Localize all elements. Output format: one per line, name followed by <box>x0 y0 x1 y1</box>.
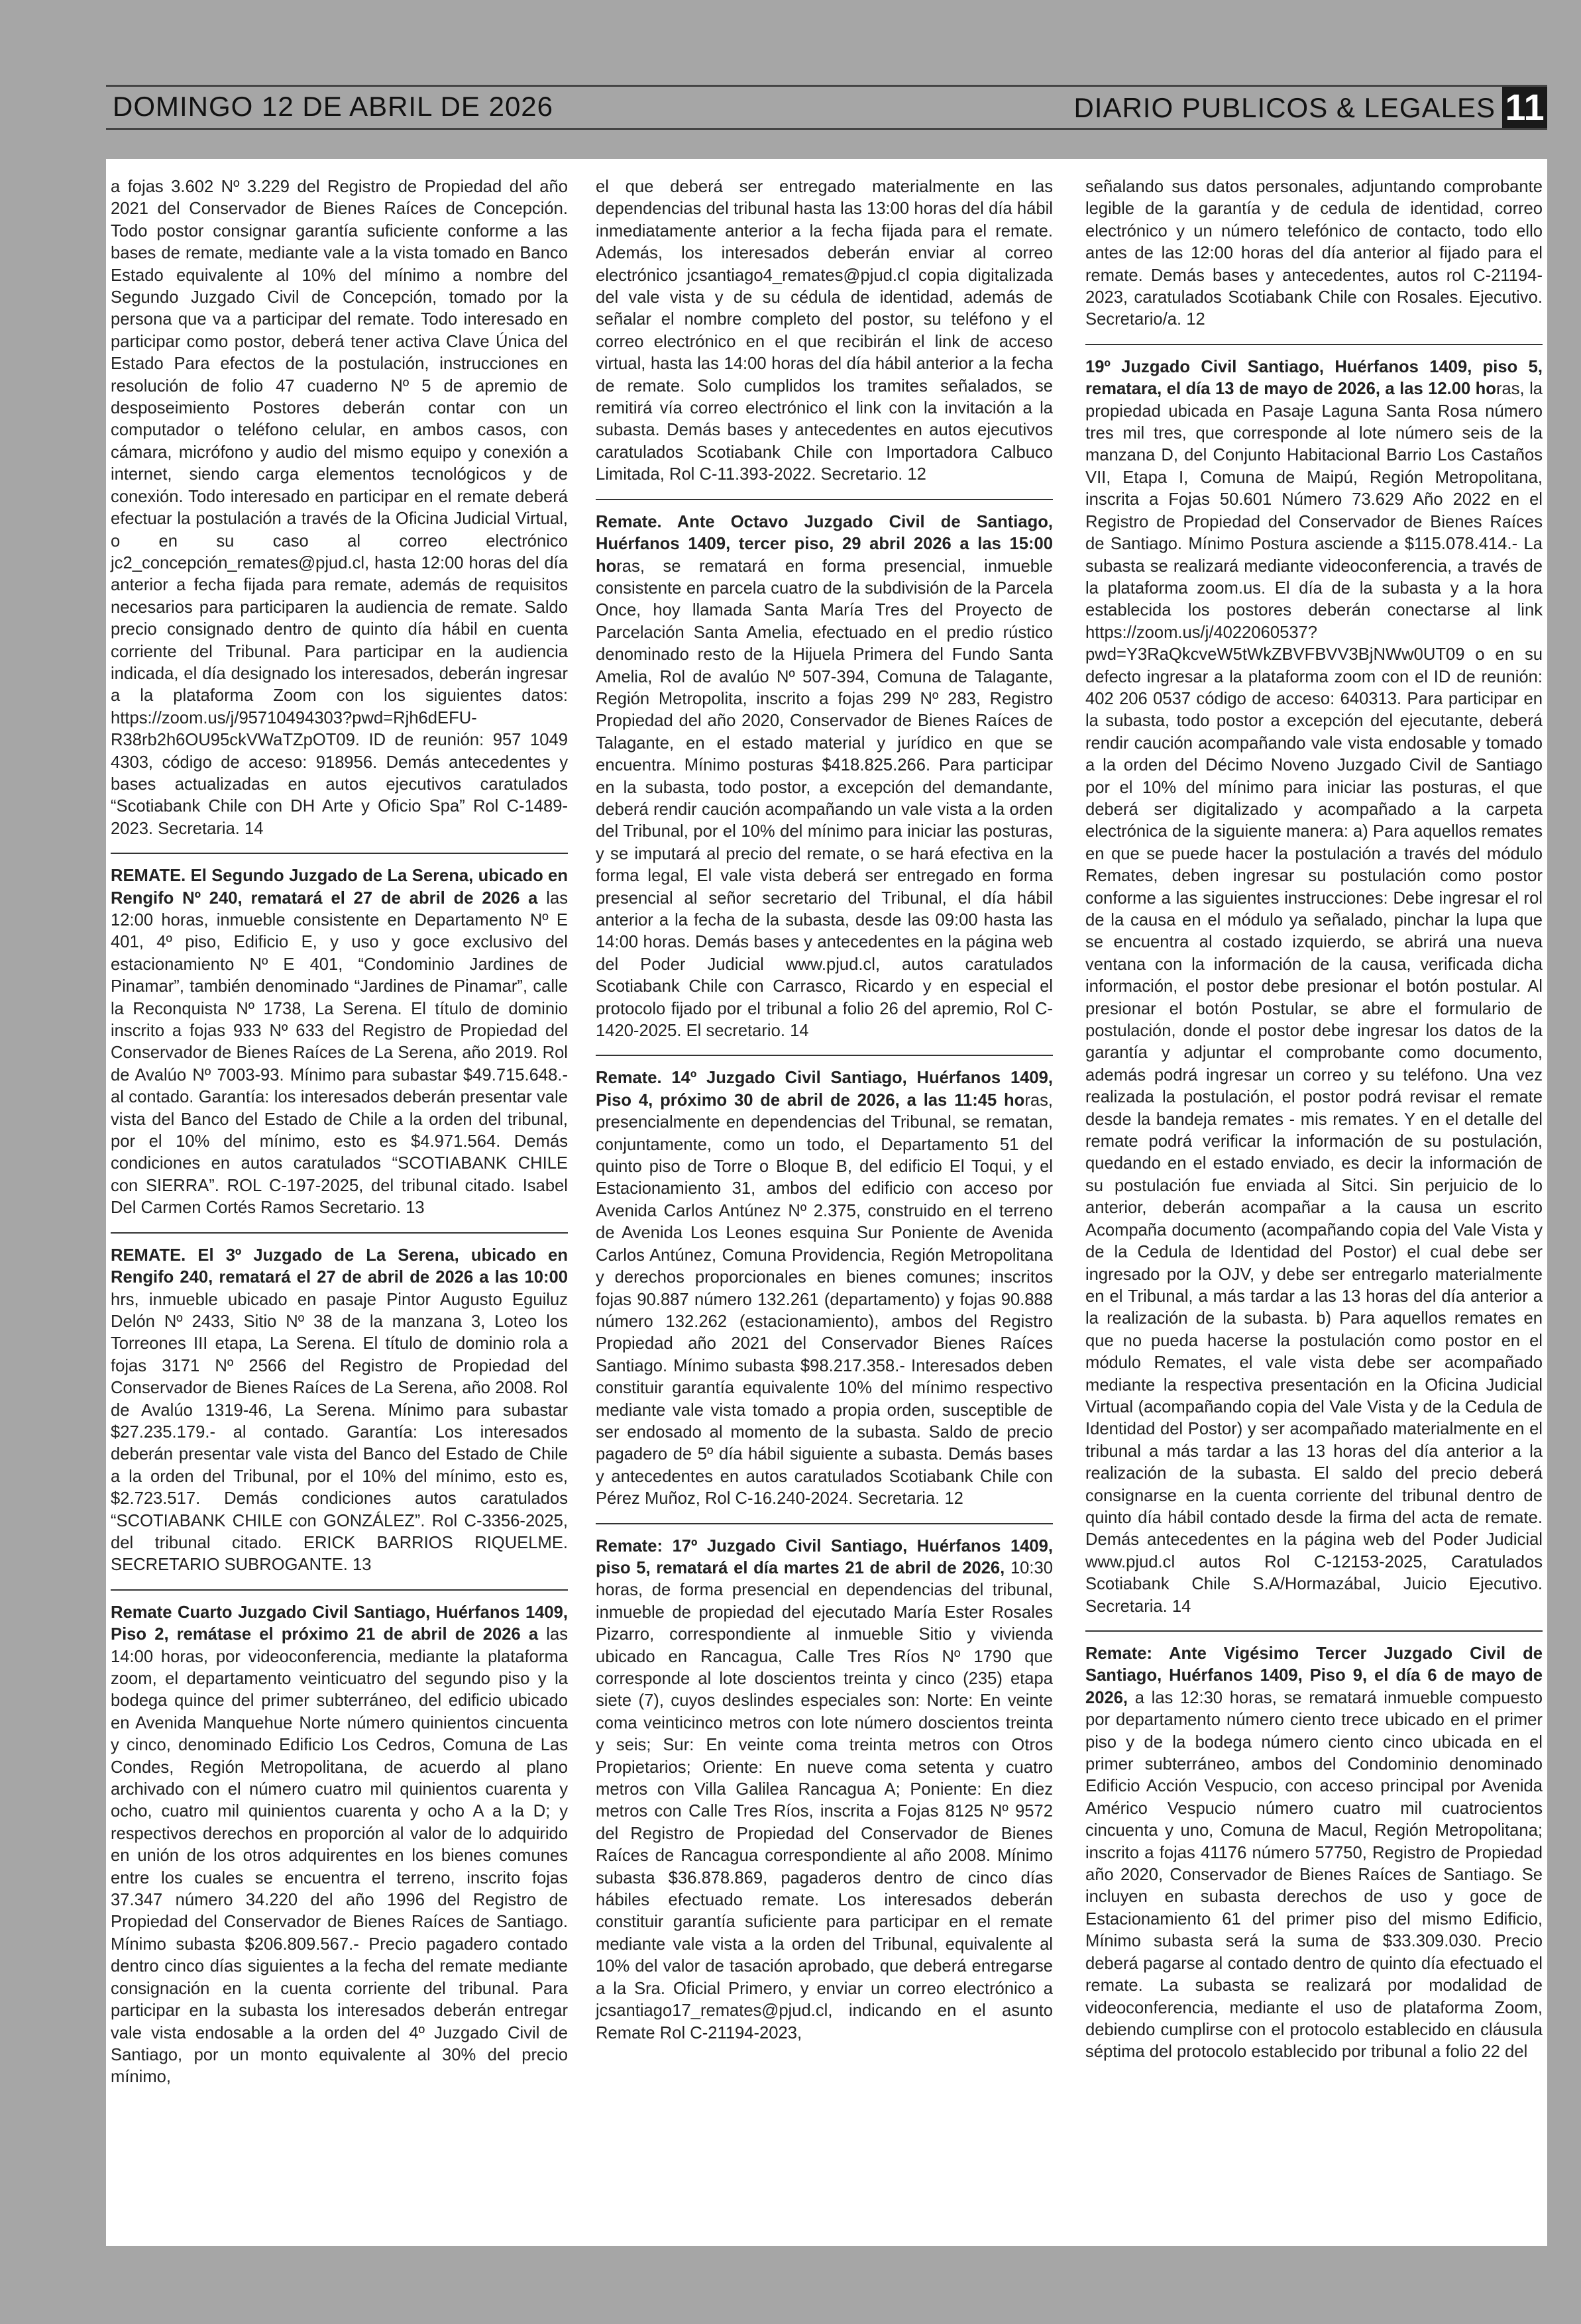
notice-heading: Remate Cuarto Juzgado Civil Santiago, Huérfanos 1409, Piso 2, remátase el próximo 21 de abril de 2026 a <box>111 1603 568 1644</box>
notice-heading: REMATE. El 3º Juzgado de La Serena, ubicado en Rengifo 240, rematará el 27 de abril de 2026 a las 10:00 <box>111 1245 568 1287</box>
notice <box>111 1245 568 1577</box>
notice-body: ras, presencialmente en dependencias del Tribunal, se rematan, conjuntamente, como un todo, el Departamento 51 del quinto piso de Torre o Bloque B, del edificio El Toqui, y el Estacionamiento 31, ambos del edificio con acceso por Avenida Carlos Antúnez Nº 2.375, construido en el terreno de Avenida Los Leones esquina Sur Poniente de Avenida Carlos Antúnez, Comuna Providencia, Región Metropolitana y derechos proporcionales en bienes comunes; inscritos fojas 90.887 número 132.261 (departamento) y fojas 90.888 número 132.262 (estacionamiento), ambos del Registro Propiedad año 2021 del Conservador Bienes Raíces Santiago. Mínimo subasta $98.217.358.- Interesados deben constituir garantía equivalente 10% del mínimo respectivo mediante vale vista tomado a propia orden, susceptible de ser endosado al momento de la subasta. Saldo de precio pagadero de 5º día hábil siguiente a subasta. Demás bases y antecedentes en autos caratulados Scotiabank Chile con Pérez Muñoz, Rol C-16.240-2024. Secretaria. 12 <box>596 1090 1053 1508</box>
notice <box>596 511 1053 1043</box>
notice-divider <box>111 1232 568 1234</box>
page-header <box>106 85 1547 130</box>
notice-divider <box>1085 344 1543 345</box>
notice-divider <box>596 1523 1053 1524</box>
notice <box>1085 356 1543 1618</box>
notice-heading: Remate: 17º Juzgado Civil Santiago, Huérfanos 1409, piso 5, rematará el día martes 21 de abril de 2026, <box>596 1536 1053 1577</box>
notice <box>596 1536 1053 2044</box>
notice-divider <box>111 853 568 854</box>
notice-heading: Remate. 14º Juzgado Civil Santiago, Huérfanos 1409, Piso 4, próximo 30 de abril de 2026, a las 11:45 ho <box>596 1069 1053 1110</box>
notice-body: 10:30 horas, de forma presencial en dependencias del tribunal, inmueble de propiedad del ejecutado María Ester Rosales Pizarro, correspondiente al inmueble Sitio y vivienda ubicado en Rancagua, Calle Tres Ríos Nº 1790 que corresponde al lote doscientos treinta y cinco (235) etapa siete (7), cuyos deslindes especiales son: Norte: En veinte coma veinticinco metros con lote número doscientos treinta y seis; Sur: En veinte coma treinta metros con Otros Propietarios; Oriente: En nueve coma setenta y cuatro metros con Villa Galilea Rancagua A; Poniente: En diez metros con Calle Tres Ríos, inscrita a Fojas 8125 Nº 9572 del Registro de Propiedad del Conservador de Bienes Raíces de Rancagua correspondiente al año 2008. Mínimo subasta $36.878.869, pagaderos dentro de cinco días hábiles efectuado remate. Los interesados deberán constituir garantía suficiente para participar en el remate mediante vale vista a la orden del Tribunal, equivalente al 10% del valor de tasación aprobado, que deberá entregarse a la Sra. Oficial Primero, y enviar un correo electrónico a jcsantiago17_remates@pjud.cl, indicando en el asunto Remate Rol C-21194-2023, <box>596 1558 1053 2042</box>
notice-continued: el que deberá ser entregado materialmente en las dependencias del tribunal hasta las 13:00 horas del día hábil inmediatamente anterior a la fecha fijada para el remate. Además, los interesados deberán enviar al correo electrónico jcsantiago4_remates@pjud.cl copia digitalizada del vale vista y de su cédula de identidad, además de señalar el nombre completo del postor, su teléfono y el correo electrónico en el que recibirán el link de acceso virtual, hasta las 14:00 horas del día hábil anterior a la fecha de remate. Solo cumplidos los tramites señalados, se remitirá vía correo electrónico el link con la invitación a la subasta. Demás bases y antecedentes en autos ejecutivos caratulados Scotiabank Chile con Importadora Calbuco Limitada, Rol C-11.393-2022. Secretario. 12 <box>596 178 1053 484</box>
notice-continued: señalando sus datos personales, adjuntando comprobante legible de la garantía y de cedula de identidad, correo electrónico y un número telefónico de contacto, todo ello antes de las 12:00 horas del día anterior al fijado para el remate. Demás bases y antecedentes, autos rol C-21194-2023, caratulados Scotiabank Chile con Rosales. Ejecutivo. Secretario/a. 12 <box>1085 178 1543 329</box>
section-title: DIARIO PUBLICOS & LEGALES <box>1073 92 1496 123</box>
notice-divider <box>111 1589 568 1591</box>
notice-divider <box>596 1055 1053 1056</box>
notice <box>111 1602 568 2089</box>
column-3 <box>1085 176 1543 2064</box>
notice-heading: 19º Juzgado Civil Santiago, Huérfanos 1409, piso 5, rematara, el día 13 de mayo de 2026, a las 12.00 ho <box>1085 357 1543 399</box>
page-number: 11 <box>1502 87 1547 128</box>
notice <box>596 1067 1053 1510</box>
notice-continued: a fojas 3.602 Nº 3.229 del Registro de Propiedad del año 2021 del Conservador de Bienes Raíces de Concepción. Todo postor consignar garantía suficiente conforme a las bases de remate, mediante vale a la vista tomado en Banco Estado equivalente al 10% del mínimo a nombre del Segundo Juzgado Civil de Concepción, tomado por la persona que va a participar del remate. Todo interesado en participar como postor, deberá tener activa Clave Única del Estado Para efectos de la postulación, instrucciones en resolución de folio 47 cuaderno Nº 5 de apremio de desposeimiento Postores deberán contar con un computador o teléfono celular, en ambos casos, con cámara, micrófono y audio del mismo equipo y conexión a internet, siendo carga elementos tecnológicos y de conexión. Todo interesado en participar en el remate deberá efectuar la postulación a través de la Oficina Judicial Virtual, o en su caso al correo electrónico jc2_concepción_remates@pjud.cl, hasta 12:00 horas del día anterior a fecha fijada para remate, además de requisitos necesarios para participaren la audiencia de remate. Saldo precio consignado dentro de quinto día hábil en cuenta corriente del Tribunal. Para participar en la audiencia indicada, el día designado los interesados, deberán ingresar a la plataforma Zoom con los siguientes datos: https://zoom.us/j/95710494303?pwd=Rjh6dEFU-R38rb2h6OU95ckVWaTZpOT09. ID de reunión: 957 1049 4303, código de acceso: 918956. Demás antecedentes y bases actualizadas en autos ejecutivos caratulados “Scotiabank Chile con DH Arte y Oficio Spa” Rol C-1489-2023. Secretaria. 14 <box>111 178 568 838</box>
notice-body: ras, la propiedad ubicada en Pasaje Laguna Santa Rosa número tres mil tres, que corresponde al lote número seis de la manzana D, del Conjunto Habitacional Barrio Los Castaños VII, Etapa I, Comuna de Maipú, Región Metropolitana, inscrita a Fojas 50.601 Número 73.629 Año 2022 en el Registro de Propiedad del Conservador de Bienes Raíces de Santiago. Mínimo Postura asciende a $115.078.414.- La subasta se realizará mediante videoconferencia, a través de la plataforma zoom.us. El día de la subasta y a la hora establecida los postores deberán conectarse al link https://zoom.us/j/4022060537?pwd=Y3RaQkcveW5tWkZBVFBVV3BjNWw0UT09 o en su defecto ingresar a la plataforma zoom con el ID de reunión: 402 206 0537 código de acceso: 640313. Para participar en la subasta, todo postor a excepción del ejecutante, deberá rendir caución acompañando vale vista endosable y tomado a la orden del Décimo Noveno Juzgado Civil de Santiago por el 10% del mínimo para iniciar las posturas, el que deberá ser digitalizado y acompañado a la carpeta electrónica de la siguiente manera: a) Para aquellos remates en que se puede hacer la postulación a través del módulo Remates, deben ingresar su postulación como postor conforme a las siguientes instrucciones: Debe ingresar el rol de la causa en el módulo ya señalado, pinchar la lupa que se encuentra al costado izquierdo, se abrirá una nueva ventana con la información de la causa, verificada dicha información, el postor debe presionar el botón postular. Al presionar el botón Postular, se abre el formulario de postulación, donde el postor debe ingresar los datos de la garantía y adjuntar el comprobante como documento, además podrá ingresar un correo y su teléfono. Una vez realizada la postulación, el postor podrá revisar el remate desde la bandeja remates - mis remates. Y en el detalle del remate podrá verificar la información de su postulación, quedando en el estado enviado, es decir la información de su postulación fue enviada al Sitci. Sin perjuicio de lo anterior, deberán acompañar a la causa un escrito Acompaña documento (acompañando copia del Vale Vista y de la Cedula de Identidad del Postor) el cual debe ser ingresado por la OJV, y debe ser entregarlo materialmente en el Tribunal, a más tardar a las 13 horas del día anterior a la realización de la subasta. b) Para aquellos remates en que no pueda hacerse la postulación como postor en el módulo Remates, el vale vista debe ser acompañado mediante la respectiva presentación en la Oficina Judicial Virtual (acompañando copia del Vale Vista y de la Cedula de Identidad del Postor) y ser acompañado materialmente en el tribunal a más tardar a las 13 horas del día anterior a la realización de la subasta. El saldo del precio deberá consignarse en la cuenta corriente del tribunal dentro de quinto día hábil contado desde la firma del acta de remate. Demás antecedentes en la página web del Poder Judicial www.pjud.cl autos Rol C-12153-2025, Caratulados Scotiabank Chile S.A/Hormazábal, Juicio Ejecutivo. Secretaria. 14 <box>1085 380 1543 1616</box>
notice <box>1085 1643 1543 2064</box>
column-2 <box>596 176 1053 2044</box>
notice-heading: Remate. Ante Octavo Juzgado Civil de Santiago, Huérfanos 1409, tercer piso, 29 abril 2026 a las 15:00 ho <box>596 512 1053 576</box>
page-content <box>106 159 1547 2246</box>
notice-body: las 14:00 horas, por videoconferencia, mediante la plataforma zoom, el departamento veinticuatro del segundo piso y la bodega quince del primer subterráneo, del edificio ubicado en Avenida Manquehue Norte número quinientos cincuenta y cinco, denominado Edificio Los Cedros, Comuna de Las Condes, Región Metropolitana, de acuerdo al plano archivado con el número cuatro mil quinientos cuarenta y ocho, cuatro mil quinientos cuarenta y ocho A a la D; y respectivos derechos en proporción al valor de lo adquirido en unión de los otros adquirentes en los bienes comunes entre los cuales se encuentra el terreno, inscrito fojas 37.347 número 34.220 del año 1996 del Registro de Propiedad del Conservador de Bienes Raíces de Santiago. Mínimo subasta $206.809.567.- Precio pagadero contado dentro cinco días siguientes a la fecha del remate mediante consignación en la cuenta corriente del tribunal. Para participar en la subasta los interesados deberán entregar vale vista endosable a la orden del 4º Juzgado Civil de Santiago, por un monto equivalente al 30% del precio mínimo, <box>111 1625 568 2087</box>
issue-date: DOMINGO 12 DE ABRIL DE 2026 <box>113 91 554 122</box>
notice-body: hrs, inmueble ubicado en pasaje Pintor Augusto Eguiluz Delón Nº 2433, Sitio Nº 38 de la manzana 3, Loteo los Torreones III etapa, La Serena. El título de dominio rola a fojas 3171 Nº 2566 del Registro de Propiedad del Conservador de Bienes Raíces de La Serena, año 2008. Rol de Avalúo 1319-46, La Serena. Mínimo para subastar $27.235.179.- al contado. Garantía: Los interesados deberán presentar vale vista del Banco del Estado de Chile a la orden del Tribunal, por el 10% del mínimo, esto es, $2.723.517. Demás condiciones autos caratulados “SCOTIABANK CHILE con GONZÁLEZ”. Rol C-3356-2025, del tribunal citado. ERICK BARRIOS RIQUELME. SECRETARIO SUBROGANTE. 13 <box>111 1290 568 1575</box>
notice-body: ras, se rematará en forma presencial, inmueble consistente en parcela cuatro de la subdivisión de la Parcela Once, hoy llamada Santa María Tres del Proyecto de Parcelación Santa Amelia, efectuado en el predio rústico denominado resto de la Hijuela Primera del Fundo Santa Amelia, Rol de avalúo Nº 507-394, Comuna de Talagante, Región Metropolita, inscrito a fojas 299 Nº 283, Registro Propiedad del año 2020, Conservador de Bienes Raíces de Talagante, en el estado material y jurídico en que se encuentra. Mínimo posturas $418.825.266. Para participar en la subasta, todo postor, a excepción del demandante, deberá rendir caución acompañando un vale vista a la orden del Tribunal, por el 10% del mínimo para iniciar las posturas, y se imputará al precio del remate, o se hará efectiva en la forma legal, El vale vista deberá ser entregado en forma presencial al señor secretario del Tribunal, el día hábil anterior a la fecha de la subasta, desde las 09:00 hasta las 14:00 horas. Demás bases y antecedentes en la página web del Poder Judicial www.pjud.cl, autos caratulados Scotiabank Chile con Carrasco, Ricardo y en especial el protocolo fijado por el tribunal a folio 26 del apremio, Rol C-1420-2025. El secretario. 14 <box>596 556 1053 1041</box>
notice <box>111 865 568 1220</box>
column-1 <box>111 176 568 2089</box>
notice-divider <box>1085 1630 1543 1632</box>
notice-heading: REMATE. El Segundo Juzgado de La Serena, ubicado en Rengifo Nº 240, rematará el 27 de abril de 2026 a <box>111 867 568 908</box>
notice-body: las 12:00 horas, inmueble consistente en Departamento Nº E 401, 4º piso, Edificio E, y uso y goce exclusivo del estacionamiento Nº E 401, “Condominio Jardines de Pinamar”, también denominado “Jardines de Pinamar”, calle la Reconquista Nº 1738, La Serena. El título de dominio inscrito a fojas 933 Nº 633 del Registro de Propiedad del Conservador de Bienes Raíces de La Serena, año 2019. Rol de Avalúo Nº 7003-93. Mínimo para subastar $49.715.648.- al contado. Garantía: los interesados deberán presentar vale vista del Banco del Estado de Chile a la orden del tribunal, por el 10% del mínimo, esto es $4.971.564. Demás condiciones en autos caratulados “SCOTIABANK CHILE con SIERRA”. ROL C-197-2025, del tribunal citado. Isabel Del Carmen Cortés Ramos Secretario. 13 <box>111 888 568 1218</box>
notice-body: a las 12:30 horas, se rematará inmueble compuesto por departamento número ciento trece ubicado en el primer piso y de la bodega número ciento cinco ubicada en el primer subterráneo, ambos del Condominio denominado Edificio Acción Vespucio, con acceso principal por Avenida Américo Vespucio número cuatro mil cuatrocientos cincuenta y uno, Comuna de Macul, Región Metropolitana; inscrito a fojas 41176 número 57750, Registro de Propiedad año 2020, Conservador de Bienes Raíces de Santiago. Se incluyen en subasta derechos de uso y goce de Estacionamiento 61 del primer piso del mismo Edificio, Mínimo subasta será la suma de $33.309.030. Precio deberá pagarse al contado dentro de quinto día efectuado el remate. La subasta se realizará por modalidad de videoconferencia, mediante el uso de plataforma Zoom, debiendo cumplirse con el protocolo establecido en cláusula séptima del protocolo establecido por tribunal a folio 22 del <box>1085 1688 1543 2062</box>
notice-heading: Remate: Ante Vigésimo Tercer Juzgado Civil de Santiago, Huérfanos 1409, Piso 9, el día 6 de mayo de 2026, <box>1085 1644 1543 1707</box>
notice-divider <box>596 499 1053 500</box>
